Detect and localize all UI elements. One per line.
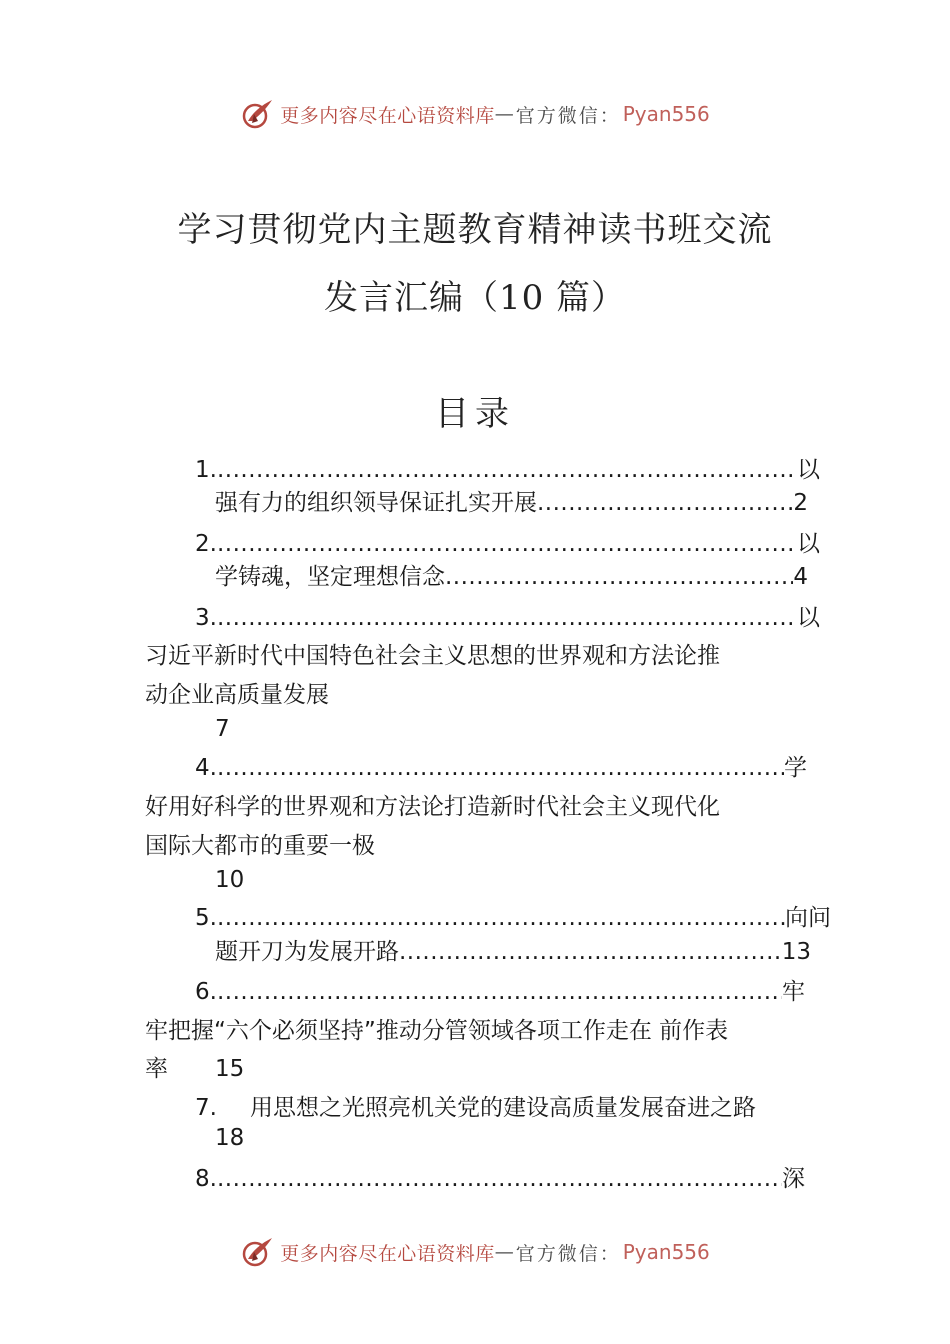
toc-entry-number: 4. [195,755,217,781]
toc-entry-3-line3: 动企业高质量发展 [145,682,329,708]
quill-logo-icon [240,97,274,131]
toc-entry-6-line1[interactable] [195,977,805,1007]
toc-entry-text: 学铸魂，坚定理想信念 [215,564,445,590]
toc-entry-1-line1[interactable] [195,455,820,485]
banner-wechat-id: Pyan556 [622,102,710,126]
banner-brand-text: 更多内容尽在心语资料库 [280,104,495,127]
toc-entry-3-page[interactable]: 7 [215,716,230,742]
toc-entry-6-page[interactable]: 15 [215,1056,245,1082]
quill-logo-icon [240,1235,274,1269]
toc-entry-1-line2[interactable] [215,488,808,518]
toc-page-number: 2 [793,490,808,516]
toc-entry-4-line2: 好用好科学的世界观和方法论打造新时代社会主义现代化 [145,794,720,820]
toc-entry-3-line2: 习近平新时代中国特色社会主义思想的世界观和方法论推 [145,643,720,669]
toc-leader-dots [217,1164,782,1194]
document-title-line2: 发言汇编（10 篇） [323,278,627,318]
toc-entry-5-line1[interactable] [195,903,831,933]
toc-entry-text: 以 [797,531,820,557]
toc-entry-number: 8. [195,1166,217,1192]
toc-entry-8-line1[interactable] [195,1164,805,1194]
toc-entry-2-line2[interactable] [215,562,808,592]
toc-entry-2-line1[interactable] [195,529,820,559]
toc-entry-7-number: 7. [195,1095,217,1121]
toc-leader-dots [217,455,797,485]
toc-entry-number: 6. [195,979,217,1005]
banner-dash: — [494,1241,516,1263]
banner-wechat-label: 官方微信： [515,104,621,127]
toc-entry-7-text[interactable]: 用思想之光照亮机关党的建设高质量发展奋进之路 [250,1095,756,1121]
banner-wechat-id: Pyan556 [622,1240,710,1264]
toc-entry-5-line2[interactable] [215,937,811,967]
toc-leader-dots [217,977,782,1007]
bottom-watermark-banner [0,1232,950,1272]
toc-entry-7-page[interactable]: 18 [215,1125,245,1151]
toc-leader-dots [217,753,784,783]
toc-entry-6-line3-text: 率 [145,1056,168,1082]
toc-entry-number: 3. [195,605,217,631]
toc-entry-text: 深 [782,1166,805,1192]
top-watermark-banner [0,94,950,134]
toc-page-number: 13 [781,939,811,965]
toc-entry-6-line2: 牢把握“六个必须坚持”推动分管领域各项工作走在 前作表 [145,1018,729,1044]
document-title-line1: 学习贯彻党内主题教育精神读书班交流 [177,210,773,250]
toc-entry-text: 牢 [782,979,805,1005]
toc-entry-number: 5. [195,905,217,931]
toc-leader-dots [217,903,785,933]
toc-leader-dots [399,937,782,967]
toc-heading: 目录 [435,394,515,434]
toc-leader-dots [445,562,793,592]
toc-entry-3-line1[interactable] [195,603,820,633]
toc-entry-text: 强有力的组织领导保证扎实开展 [215,490,537,516]
toc-entry-text: 以 [797,605,820,631]
toc-entry-4-page[interactable]: 10 [215,867,245,893]
toc-entry-number: 2. [195,531,217,557]
toc-leader-dots [217,603,797,633]
banner-brand-text: 更多内容尽在心语资料库 [280,1242,495,1265]
toc-leader-dots [217,529,797,559]
toc-leader-dots [537,488,793,518]
toc-entry-4-line3: 国际大都市的重要一极 [145,833,375,859]
banner-wechat-label: 官方微信： [515,1242,621,1265]
toc-entry-4-line1[interactable] [195,753,807,783]
toc-entry-text: 向问 [785,905,831,931]
banner-dash: — [494,103,516,125]
toc-entry-text: 题开刀为发展开路 [215,939,399,965]
toc-page-number: 4 [793,564,808,590]
toc-entry-number: 1. [195,457,217,483]
toc-entry-text: 以 [797,457,820,483]
toc-entry-text: 学 [784,755,807,781]
